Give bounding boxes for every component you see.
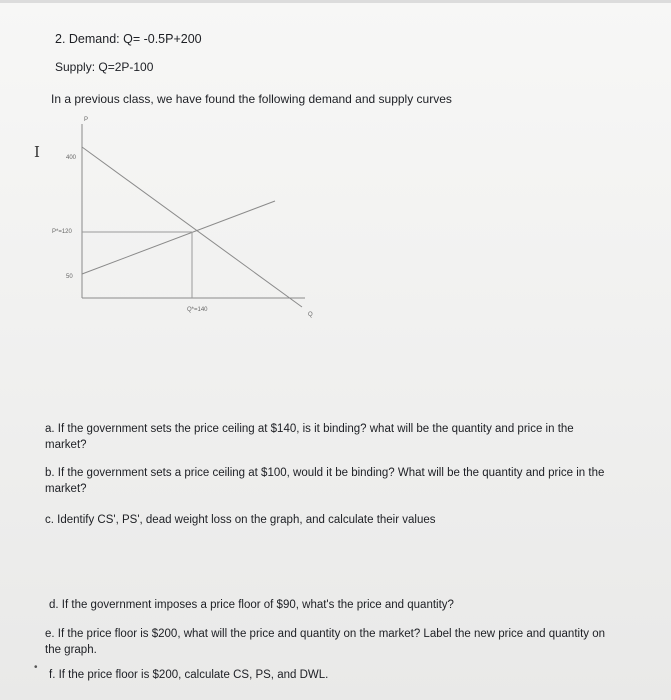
question-e: e. If the price floor is $200, what will the price and quantity on the market? Label the new price and quantity on the graph. — [45, 628, 606, 656]
question-a: a. If the government sets the price ceiling at $140, is it binding? what will be the quantity and price in the market? — [45, 423, 574, 451]
y-tick-label-equilibrium: P*=120 — [52, 229, 72, 235]
supply-demand-graph — [40, 110, 320, 325]
question-b: b. If the government sets a price ceiling at $100, would it be binding? What will be the quantity and price in the market? — [45, 467, 605, 495]
supply-curve — [82, 201, 275, 274]
supply-equation: Supply: Q=2P-100 — [55, 60, 154, 74]
question-c: c. Identify CS', PS', dead weight loss on the graph, and calculate their values — [45, 514, 436, 526]
y-axis-label: P — [84, 117, 89, 123]
bullet-mark: • — [34, 662, 38, 673]
x-axis-label: Q — [308, 312, 313, 318]
y-tick-label-50: 50 — [66, 274, 73, 280]
text-cursor-icon: I — [34, 143, 40, 161]
page-top-edge — [0, 0, 671, 3]
question-f: f. If the price floor is $200, calculate CS, PS, and DWL. — [49, 669, 329, 681]
x-tick-label-equilibrium: Q*=140 — [187, 307, 208, 313]
intro-text: In a previous class, we have found the following demand and supply curves — [51, 92, 452, 106]
problem-title: 2. Demand: Q= -0.5P+200 — [55, 32, 202, 46]
y-tick-label-400: 400 — [66, 155, 77, 161]
question-d: d. If the government imposes a price floor of $90, what's the price and quantity? — [49, 599, 454, 611]
